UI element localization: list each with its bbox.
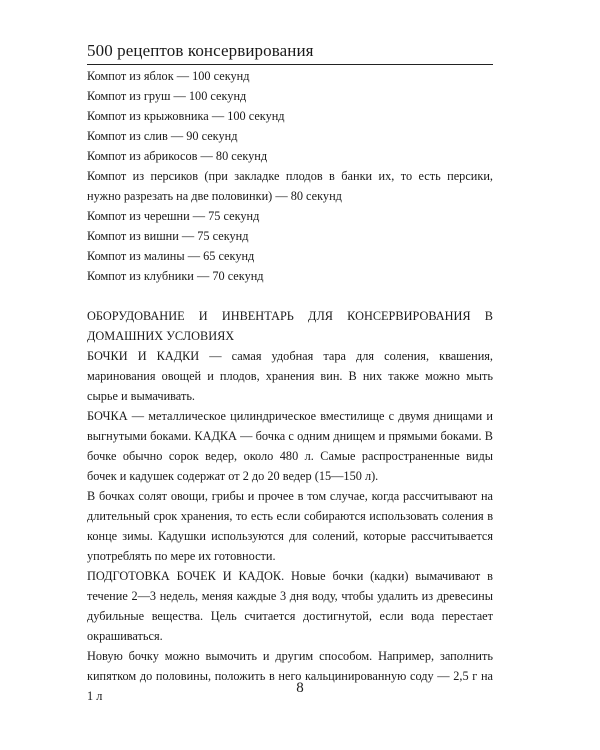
section-spacer bbox=[87, 286, 493, 306]
compote-item: Компот из персиков (при закладке плодов в банки их, то есть персики, нужно разрезать на две половинки) — 80 секунд bbox=[87, 169, 493, 203]
compote-item: Компот из слив — 90 секунд bbox=[87, 129, 238, 143]
paragraph: Новую бочку можно вымочить и другим способом. Например, заполнить кипятком до половины, положить в него кальцинированную соду — 2,5 г на 1 л bbox=[87, 649, 493, 703]
compote-item: Компот из черешни — 75 секунд bbox=[87, 209, 260, 223]
page-body bbox=[87, 66, 493, 706]
compote-item: Компот из клубники — 70 секунд bbox=[87, 269, 264, 283]
compote-item: Компот из вишни — 75 секунд bbox=[87, 229, 249, 243]
paragraph: В бочках солят овощи, грибы и прочее в том случае, когда рассчитывают на длительный срок хранения, то есть если собираются использовать соления в конце зимы. Кадушки используются для солений, которые рассчитывается употреблять по мере их готовности. bbox=[87, 489, 493, 563]
section-heading-continued: ДОМАШНИХ УСЛОВИЯХ bbox=[87, 329, 235, 343]
page-number: 8 bbox=[296, 680, 304, 696]
paragraph: БОЧКИ И КАДКИ — самая удобная тара для соления, квашения, маринования овощей и плодов, хранения вин. В них также можно мыть сырье и вымачивать. bbox=[87, 349, 493, 403]
compote-item: Компот из яблок — 100 секунд bbox=[87, 69, 250, 83]
paragraph: ПОДГОТОВКА БОЧЕК И КАДОК. Новые бочки (кадки) вымачивают в течение 2—3 недель, меняя каждые 3 дня воду, чтобы удалить из древесины дубильные вещества. Цель считается достигнутой, если вода перестает окрашиваться. bbox=[87, 569, 493, 643]
section-heading: ОБОРУДОВАНИЕ И ИНВЕНТАРЬ ДЛЯ КОНСЕРВИРОВАНИЯ В bbox=[87, 309, 493, 323]
book-title: 500 рецептов консервирования bbox=[87, 41, 314, 60]
compote-item: Компот из груш — 100 секунд bbox=[87, 89, 247, 103]
paragraph: БОЧКА — металлическое цилиндрическое вместилище с двумя днищами и выгнутыми боками. КАДКА — бочка с одним днищем и прямыми боками. В бочке обычно сорок ведер, около 480 л. Самые распространенные виды бочек и кадушек содержат от 2 до 20 ведер (15—150 л). bbox=[87, 409, 493, 483]
compote-item: Компот из крыжовника — 100 секунд bbox=[87, 109, 285, 123]
compote-item: Компот из абрикосов — 80 секунд bbox=[87, 149, 268, 163]
running-header bbox=[87, 40, 493, 65]
compote-item: Компот из малины — 65 секунд bbox=[87, 249, 255, 263]
